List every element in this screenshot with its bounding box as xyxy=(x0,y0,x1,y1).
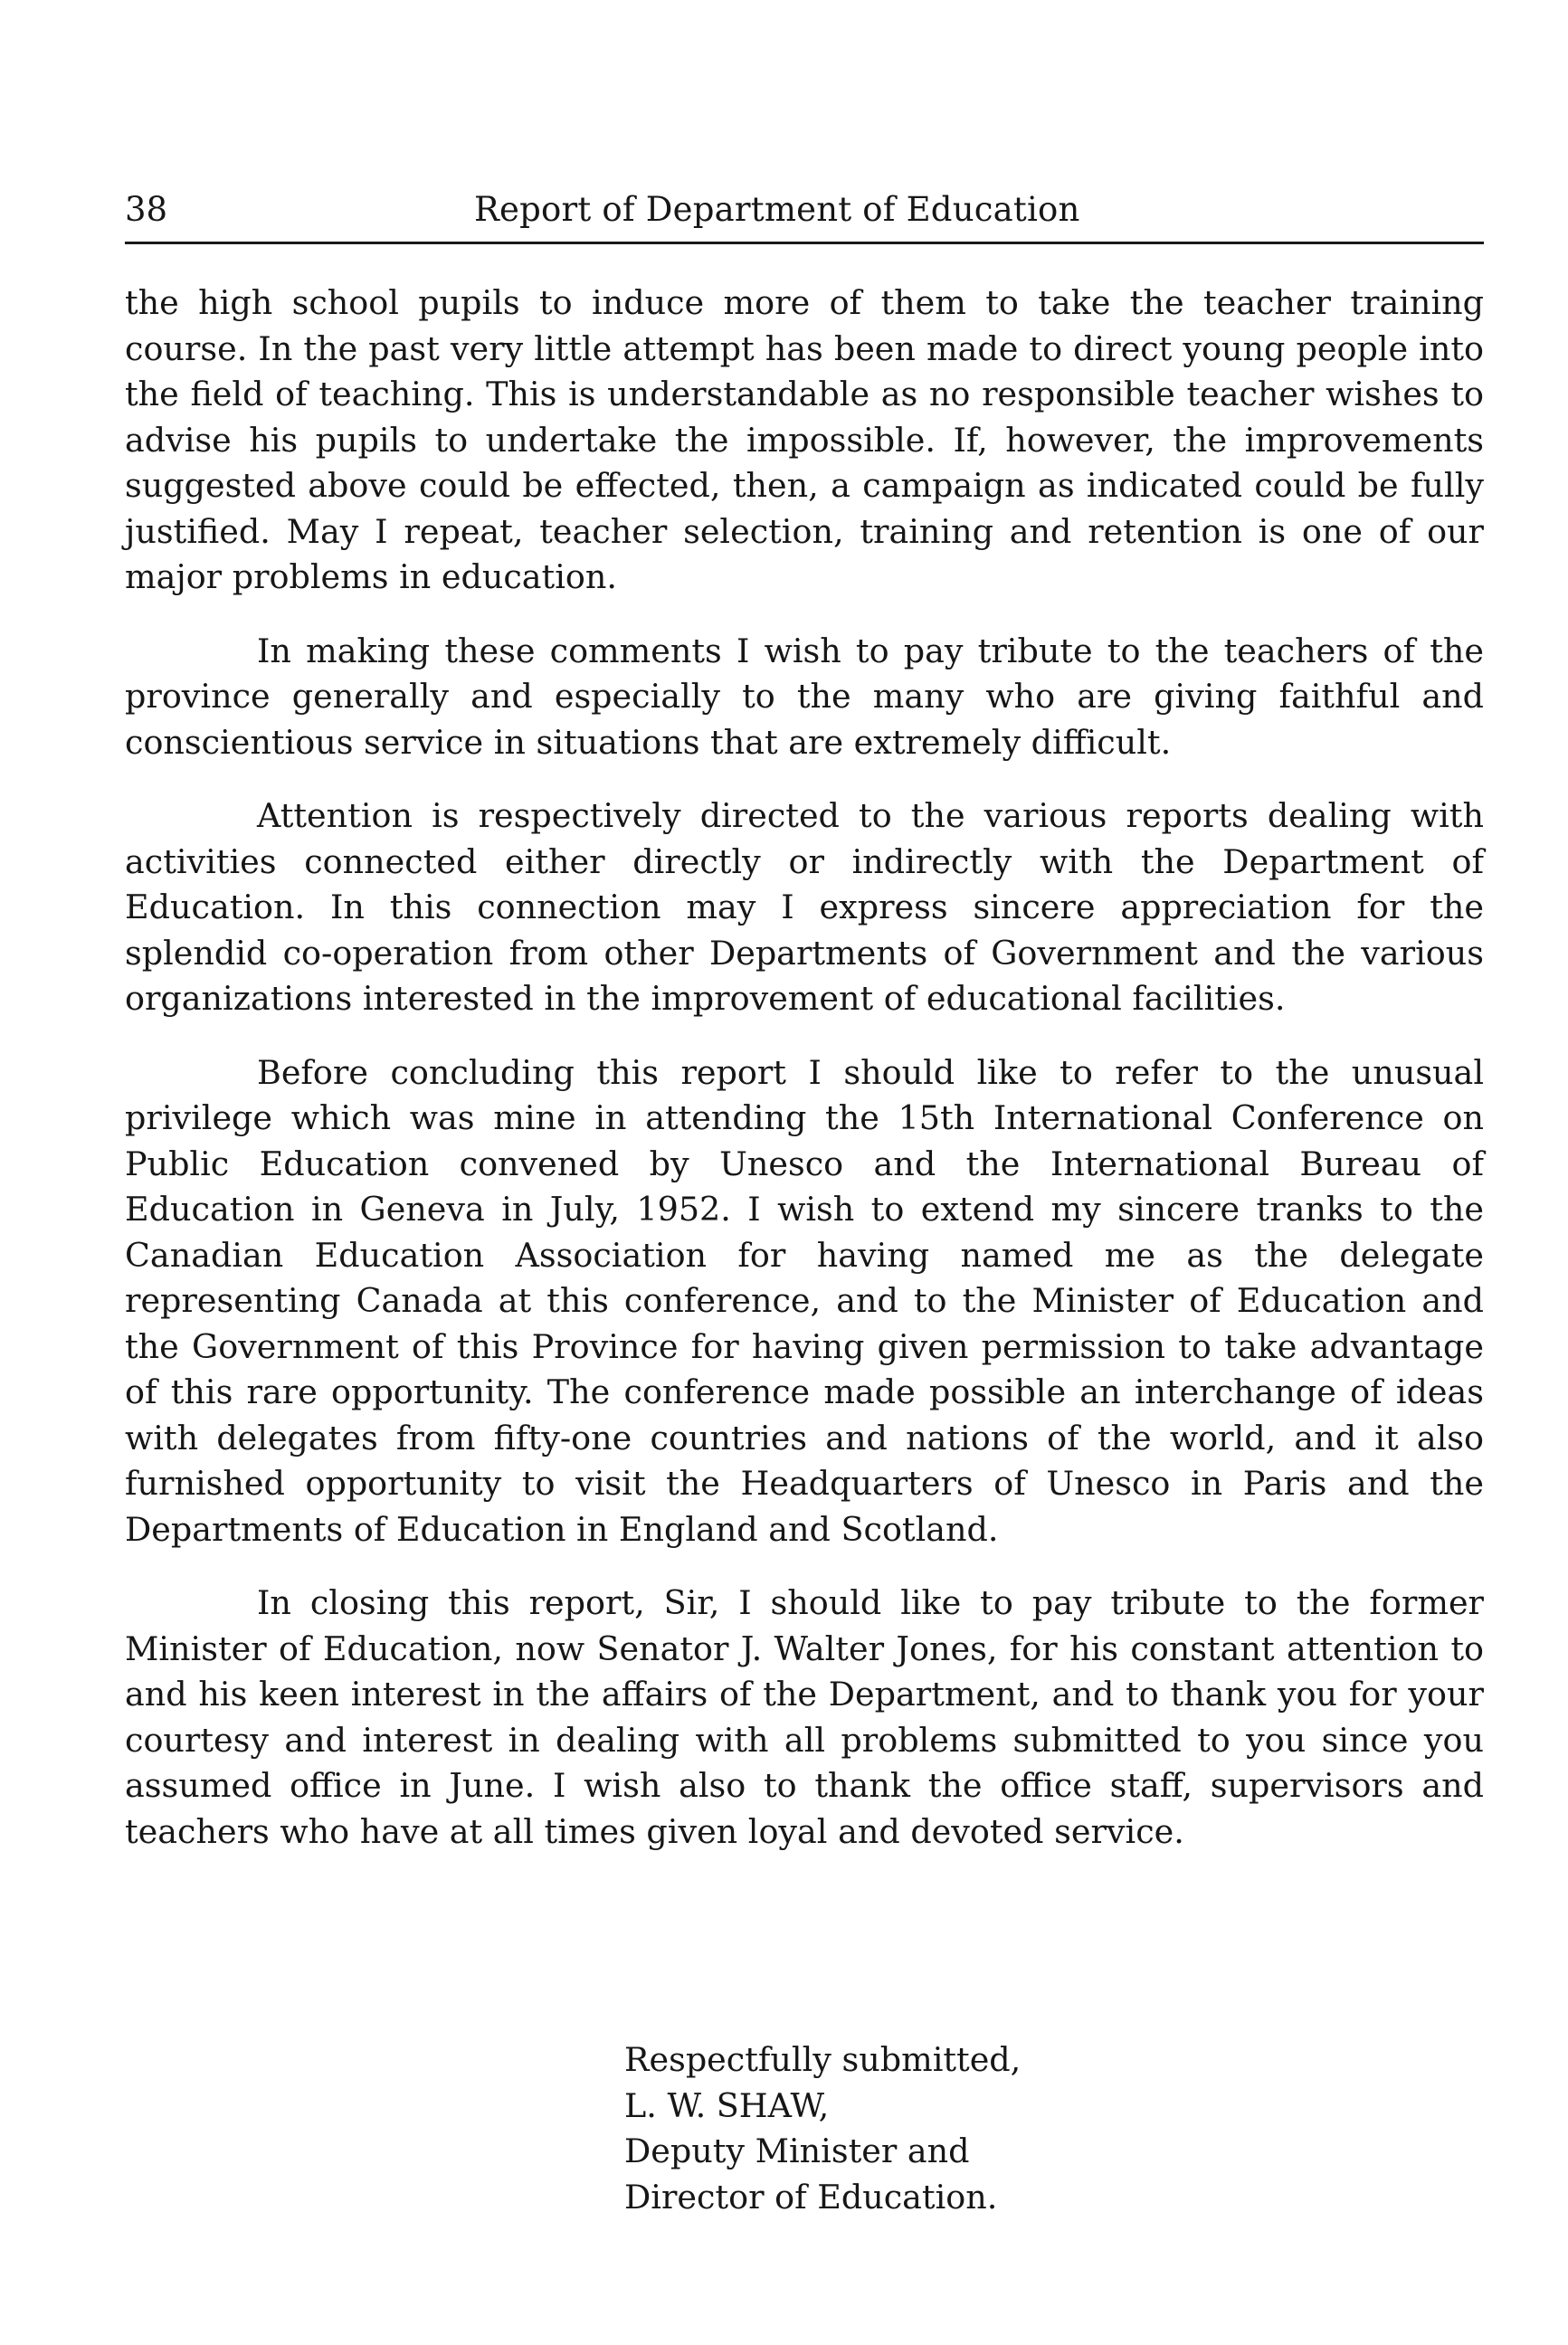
signature-title-line-2: Director of Education. xyxy=(624,2177,998,2217)
signature-name: L. W. SHAW, xyxy=(624,2085,830,2125)
signature-closing: Respectfully submitted, xyxy=(624,2040,1022,2079)
paragraph-closing: In closing this report, Sir, I should like to pay tribute to the former Minister of Education, now Senator J. Walter Jones, for his constant attention to and his keen interest in the affairs of the Department, and to thank you for your courtesy and interest in dealing with all problems submitted to you since you assumed office in June. I wish also to thank the office staff, supervisors and teachers who have at all times given loyal and devoted service. xyxy=(125,1583,1484,1851)
page-number: 38 xyxy=(125,190,168,229)
paragraph-tribute-teachers: In making these comments I wish to pay tribute to the teachers of the province generally and especially to the many who are giving faithful and conscientious service in situations that are extremely difficult. xyxy=(125,631,1484,762)
paragraph-continued: the high school pupils to induce more of them to take the teacher training course. In the past very little attempt has been made to direct young people into the field of teaching. This is understandable as no responsible teacher wishes to advise his pupils to undertake the impossible. If, however, the improvements suggested above could be effected, then, a campaign as indicated could be fully justified. May I repeat, teacher selection, training and retention is one of our major problems in education. xyxy=(125,283,1484,596)
paragraph-conference: Before concluding this report I should like to refer to the unusual privilege which was mine in attending the 15th International Conference on Public Education convened by Unesco and the International Bureau of Education in Geneva in July, 1952. I wish to extend my sincere tranks to the Canadian Education Association for having named me as the delegate representing Canada at this conference, and to the Minister of Education and the Government of this Province for having given permission to take advantage of this rare opportunity. The conference made possible an interchange of ideas with delegates from fifty-one countries and nations of the world, and it also furnished opportunity to visit the Headquarters of Unesco in Paris and the Departments of Education in England and Scotland. xyxy=(125,1052,1484,1549)
report-body xyxy=(125,280,1484,1883)
header-rule xyxy=(125,242,1484,244)
signature-block xyxy=(624,2037,1021,2220)
running-header xyxy=(125,182,1484,238)
paragraph-attention-reports: Attention is respectively directed to the various reports dealing with activities connected either directly or indirectly with the Department of Education. In this connection may I express sincere appreciation for the splendid co-operation from other Departments of Government and the various organizations interested in the improvement of educational facilities. xyxy=(125,796,1484,1018)
signature-title-line-1: Deputy Minister and xyxy=(624,2131,970,2170)
running-header-title: Report of Department of Education xyxy=(474,190,1080,229)
